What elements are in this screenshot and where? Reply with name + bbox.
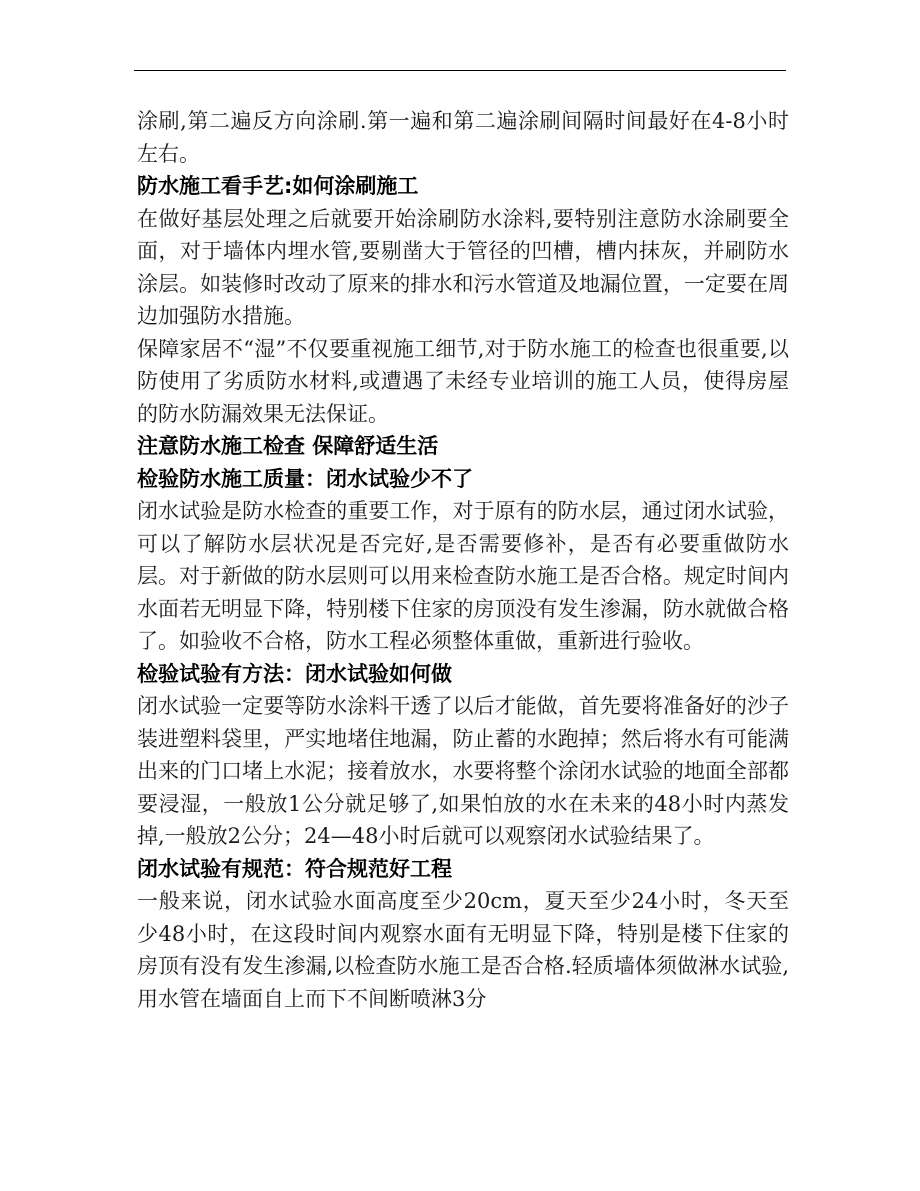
heading-water-test-standard: 闭水试验有规范：符合规范好工程 xyxy=(137,856,452,881)
document-body xyxy=(137,105,789,1015)
paragraph-inspection-importance: 保障家居不“湿”不仅要重视施工细节,对于防水施工的检查也很重要,以防使用了劣质防水材料,或遭遇了未经专业培训的施工人员，使得房屋的防水防漏效果无法保证。 xyxy=(137,336,789,426)
paragraph-water-test-purpose: 闭水试验是防水检查的重要工作，对于原有的防水层，通过闭水试验，可以了解防水层状况是否完好,是否需要修补，是否有必要重做防水层。对于新做的防水层则可以用来检查防水施工是否合格。规定时间内水面若无明显下降，特别楼下住家的房顶没有发生渗漏，防水就做合格了。如验收不合格，防水工程必须整体重做，重新进行验收。 xyxy=(137,499,789,653)
paragraph-water-test-steps: 闭水试验一定要等防水涂料干透了以后才能做，首先要将准备好的沙子装进塑料袋里，严实地堵住地漏，防止蓄的水跑掉；然后将水有可能满出来的门口堵上水泥；接着放水，水要将整个涂闭水试验的地面全部都要浸湿，一般放1公分就足够了,如果怕放的水在未来的48小时内蒸发掉,一般放2公分；24—48小时后就可以观察闭水试验结果了。 xyxy=(137,694,789,848)
paragraph-water-test-standard: 一般来说，闭水试验水面高度至少20cm，夏天至少24小时，冬天至少48小时，在这段时间内观察水面有无明显下降，特别是楼下住家的房顶有没有发生渗漏,以检查防水施工是否合格.轻质墙体须做淋水试验,用水管在墙面自上而下不间断喷淋3分 xyxy=(137,889,789,1011)
paragraph-coating-order: 涂刷,第二遍反方向涂刷.第一遍和第二遍涂刷间隔时间最好在4-8小时左右。 xyxy=(137,109,789,166)
heading-water-test-method: 检验试验有方法：闭水试验如何做 xyxy=(137,661,452,686)
heading-water-test-needed: 检验防水施工质量：闭水试验少不了 xyxy=(137,466,473,491)
header-rule xyxy=(134,70,786,71)
paragraph-coating-method: 在做好基层处理之后就要开始涂刷防水涂料,要特别注意防水涂刷要全面，对于墙体内埋水管,要剔凿大于管径的凹槽，槽内抹灰，并刷防水涂层。如装修时改动了原来的排水和污水管道及地漏位置，一定要在周边加强防水措施。 xyxy=(137,206,789,328)
heading-inspection: 注意防水施工检查 保障舒适生活 xyxy=(137,434,439,458)
heading-coating-craft: 防水施工看手艺:如何涂刷施工 xyxy=(137,174,419,198)
